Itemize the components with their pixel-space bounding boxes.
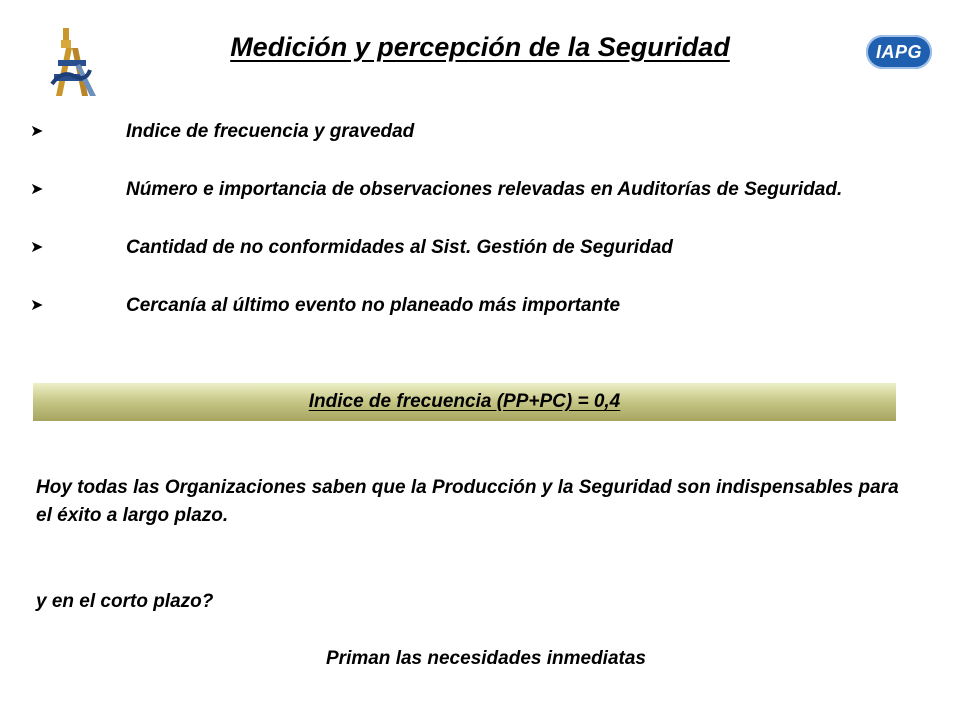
arrow-bullet-icon: ➤: [30, 297, 44, 314]
arrow-bullet-icon: ➤: [30, 239, 44, 256]
body-paragraph: Hoy todas las Organizaciones saben que la Producción y la Seguridad son indispensables para el éxito a largo plazo.: [36, 477, 899, 526]
page-title: Medición y percepción de la Seguridad: [230, 32, 730, 62]
iapg-logo: IAPG: [866, 35, 932, 69]
arrow-bullet-icon: ➤: [30, 181, 44, 198]
company-logo: [46, 26, 102, 96]
bullet-text: Cercanía al último evento no planeado más importante: [126, 295, 621, 316]
list-item: [30, 292, 910, 319]
frequency-index-text: Indice de frecuencia (PP+PC) = 0,4: [308, 391, 621, 412]
list-item: [30, 176, 910, 203]
bullet-text: Indice de frecuencia y gravedad: [126, 121, 415, 142]
list-item: [30, 118, 910, 145]
list-item: [30, 234, 910, 261]
arrow-bullet-icon: ➤: [30, 123, 44, 140]
bullet-text: Cantidad de no conformidades al Sist. Gestión de Seguridad: [126, 237, 673, 258]
bullet-list: [30, 118, 910, 319]
bullet-text: Número e importancia de observaciones relevadas en Auditorías de Seguridad.: [126, 179, 843, 200]
answer-text: Priman las necesidades inmediatas: [326, 648, 646, 669]
question-text: y en el corto plazo?: [36, 591, 214, 612]
highlight-banner: [33, 383, 896, 421]
